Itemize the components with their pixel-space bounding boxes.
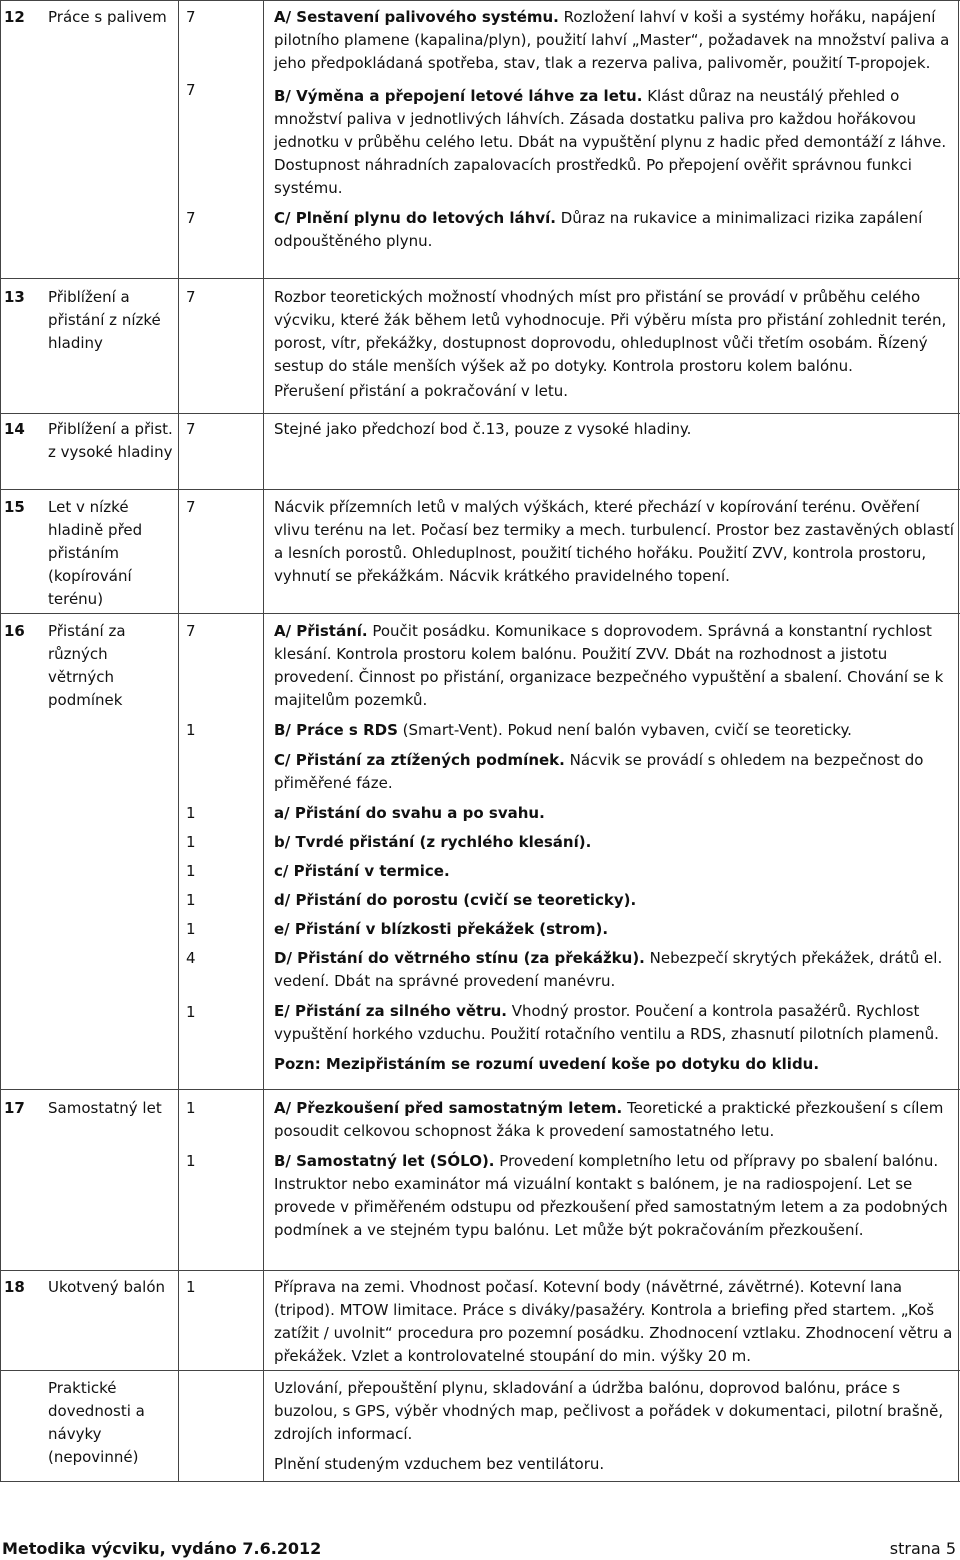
item-heading: A/ Přistání. (274, 622, 368, 640)
table-row (0, 1370, 960, 1481)
item-heading: B/ Práce s RDS (274, 721, 398, 739)
page-number: strana 5 (889, 1539, 956, 1558)
note-text: Pozn: Mezipřistáním se rozumí uvedení koše po dotyku do klidu. (274, 1055, 820, 1073)
table-row (0, 278, 960, 413)
row-hours: 7 (186, 622, 196, 640)
row-description (274, 6, 954, 260)
row-description (274, 1377, 954, 1483)
row-topic: Ukotvený balón (48, 1278, 166, 1296)
page-footer (0, 1531, 960, 1559)
item-heading: c/ Přistání v termice. (274, 862, 450, 880)
item-text: Provedení kompletního letu od přípravy po sbalení balónu. Instruktor nebo examinátor má vizuální kontakt s balónem, je na radiospojení. Let se provede v přiměřeném odstupu od přezkoušení před samostatným letem a za podobných podmínek a ve stejném typu balónu. Let může být pokračováním přezkoušení. (274, 1152, 948, 1239)
row-number: 13 (4, 288, 25, 306)
row-hours: 1 (186, 920, 196, 938)
item-heading: B/ Samostatný let (SÓLO). (274, 1152, 495, 1170)
item-heading: C/ Přistání za ztížených podmínek. (274, 751, 565, 769)
row-hours: 1 (186, 1003, 196, 1021)
row-hours: 7 (186, 81, 196, 99)
row-hours: 7 (186, 420, 196, 438)
row-hours: 1 (186, 891, 196, 909)
table-row (0, 1270, 960, 1370)
row-hours: 7 (186, 8, 196, 26)
row-description (274, 496, 954, 595)
row-number: 12 (4, 8, 25, 26)
row-topic: Práce s palivem (48, 8, 167, 26)
table-row (0, 613, 960, 1089)
row-hours: 7 (186, 498, 196, 516)
item-text: Nebezpečí skrytých překážek, drátů el. vedení. Dbát na správné provedení manévru. (274, 949, 943, 990)
item-text: Stejné jako předchozí bod č.13, pouze z vysoké hladiny. (274, 420, 692, 438)
row-hours: 7 (186, 288, 196, 306)
item-heading: A/ Přezkoušení před samostatným letem. (274, 1099, 623, 1117)
row-topic: Přiblížení a přist. z vysoké hladiny (48, 420, 173, 461)
row-hours: 4 (186, 949, 196, 967)
item-heading: B/ Výměna a přepojení letové láhve za letu. (274, 87, 643, 105)
row-number: 17 (4, 1099, 25, 1117)
item-text: (Smart-Vent). Pokud není balón vybaven, cvičí se teoreticky. (397, 721, 852, 739)
row-hours: 1 (186, 1278, 196, 1296)
item-text: Nácvik se provádí s ohledem na bezpečnost do přiměřené fáze. (274, 751, 924, 792)
item-text: Přerušení přistání a pokračování v letu. (274, 382, 569, 400)
table-row (0, 0, 960, 278)
item-text: Vhodný prostor. Poučení a kontrola pasažérů. Rychlost vypuštění horkého vzduchu. Použití rotačního ventilu a RDS, zhasnutí pilotních plamenů. (274, 1002, 939, 1043)
row-description (274, 620, 954, 1083)
table-row (0, 413, 960, 489)
row-topic: Praktické dovednosti a návyky (nepovinné) (48, 1379, 145, 1466)
row-hours: 1 (186, 804, 196, 822)
row-hours: 1 (186, 1152, 196, 1170)
item-heading: e/ Přistání v blízkosti překážek (strom). (274, 920, 609, 938)
item-heading: A/ Sestavení palivového systému. (274, 8, 559, 26)
row-hours: 1 (186, 1099, 196, 1117)
table-row (0, 489, 960, 613)
row-topic: Samostatný let (48, 1099, 162, 1117)
item-heading: C/ Plnění plynu do letových láhví. (274, 209, 556, 227)
item-heading: d/ Přistání do porostu (cvičí se teoreticky). (274, 891, 637, 909)
item-heading: b/ Tvrdé přistání (z rychlého klesání). (274, 833, 592, 851)
row-topic: Přistání za různých větrných podmínek (48, 622, 126, 709)
row-hours: 1 (186, 721, 196, 739)
row-hours: 1 (186, 862, 196, 880)
item-text: Příprava na zemi. Vhodnost počasí. Kotevní body (návětrné, závětrné). Kotevní lana (tripod). MTOW limitace. Práce s diváky/pasažéry. Kontrola a briefing před startem. „Koš zatížit / uvolnit“ procedura pro pozemní posádku. Zhodnocení vztlaku. Zhodnocení větru a překážek. Vzlet a kontrolovatelné stoupání do min. výšky 20 m. (274, 1278, 953, 1365)
row-number: 16 (4, 622, 25, 640)
row-topic: Přiblížení a přistání z nízké hladiny (48, 288, 161, 352)
row-description (274, 1276, 954, 1375)
row-description (274, 1097, 954, 1249)
table-row (0, 1089, 960, 1270)
row-description (274, 286, 954, 410)
item-text: Poučit posádku. Komunikace s doprovodem. Správná a konstantní rychlost klesání. Kontrola prostoru kolem balónu. Použití ZVV. Dbát na rozhodnost a jistotu provedení. Činnost po přistání, organizace bezpečného vypuštění a sbalení. Chování se k majitelům pozemků. (274, 622, 944, 709)
row-hours: 7 (186, 209, 196, 227)
item-text: Rozložení lahví v koši a systémy hořáku, napájení pilotního plamene (kapalina/plyn), použití lahví „Master“, požadavek na množství paliva a jeho předpokládaná spotřeba, stav, tlak a rezerva paliva, palivoměr, použití T-propojek. (274, 8, 950, 72)
item-text: Důraz na rukavice a minimalizaci rizika zapálení odpouštěného plynu. (274, 209, 923, 250)
item-text: Teoretické a praktické přezkoušení s cílem posoudit celkovou schopnost žáka k provedení samostatného letu. (274, 1099, 944, 1140)
item-text: Rozbor teoretických možností vhodných míst pro přistání se provádí v průběhu celého výcviku, které žák během letů vyhodnocuje. Při výběru místa pro přistání zohlednit terén, porost, vítr, překážky, dostupnost doprovodu, ohleduplnost vůči třetím osobám. Řízený sestup do stále menších výšek až po dotyky. Kontrola prostoru kolem balónu. (274, 288, 947, 375)
row-hours: 1 (186, 833, 196, 851)
item-heading: E/ Přistání za silného větru. (274, 1002, 507, 1020)
item-text: Nácvik přízemních letů v malých výškách, které přechází v kopírování terénu. Ověření vlivu terénu na let. Počasí bez termiky a mech. turbulencí. Prostor bez zastavěných oblastí a lesních porostů. Ohleduplnost, použití tichého hořáku. Použití ZVV, kontrola prostoru, vyhnutí se překážkám. Nácvik krátkého pravidelného topení. (274, 498, 954, 585)
row-number: 15 (4, 498, 25, 516)
item-heading: D/ Přistání do větrného stínu (za překážku). (274, 949, 645, 967)
item-text: Plnění studeným vzduchem bez ventilátoru. (274, 1455, 605, 1473)
item-heading: a/ Přistání do svahu a po svahu. (274, 804, 545, 822)
row-number: 14 (4, 420, 25, 438)
item-text: Uzlování, přepouštění plynu, skladování a údržba balónu, doprovod balónu, práce s buzolou, s GPS, výběr vhodných map, pečlivost a pořádek v dokumentaci, pilotní brašně, zdrojích informací. (274, 1379, 944, 1443)
footer-title: Metodika výcviku, vydáno 7.6.2012 (2, 1539, 322, 1558)
row-topic: Let v nízké hladině před přistáním (kopírování terénu) (48, 498, 143, 608)
row-number: 18 (4, 1278, 25, 1296)
row-description (274, 418, 954, 448)
item-text: Klást důraz na neustálý přehled o množství paliva v jednotlivých láhvích. Zásada dostatku paliva pro každou hořákovou jednotku v průběhu celého letu. Dbát na vypuštění plynu z hadic před demontáží z láhve. Dostupnost náhradních zapalovacích prostředků. Po přepojení ověřit správnou funkci systému. (274, 87, 947, 197)
